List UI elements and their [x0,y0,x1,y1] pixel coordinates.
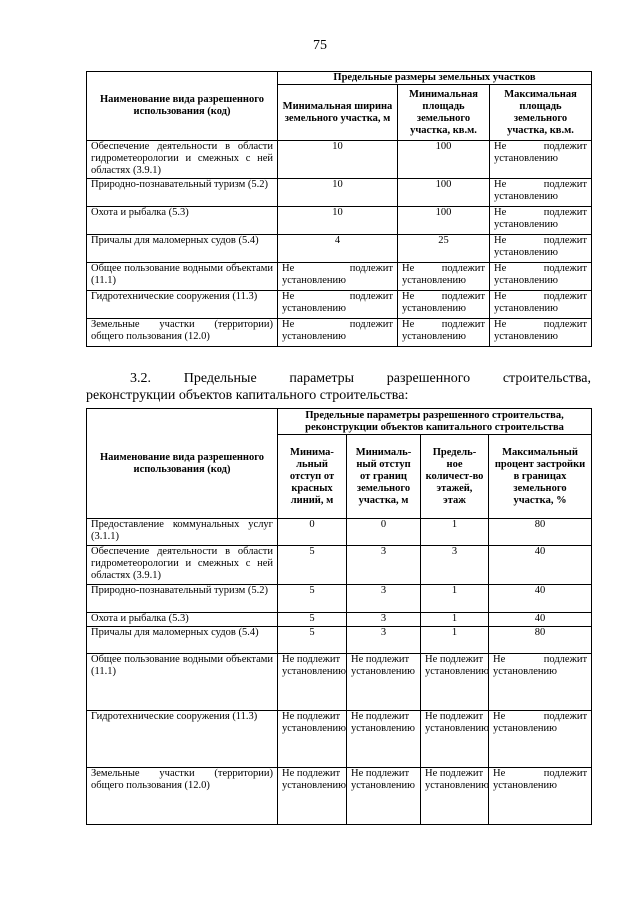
cell-min-width: Не подлежит установлению [278,263,398,291]
cell-max-area: Не подлежит установлению [490,141,592,179]
table-row [87,291,592,319]
cell-setback-red: 5 [278,627,347,654]
cell-setback-border: 3 [347,585,421,613]
column-header-max-floors: Предель-ное количест-во этажей, этаж [421,435,489,519]
column-header-min-setback-red-lines: Минима-льный отступ от красных линий, м [278,435,347,519]
table-row [87,141,592,179]
table-row [87,613,592,627]
cell-max-area: Не подлежит установлению [490,207,592,235]
cell-min-area: 100 [398,207,490,235]
cell-setback-border: 3 [347,613,421,627]
section-word: параметры [289,371,355,386]
cell-floors: 1 [421,519,489,546]
cell-min-width: 4 [278,235,398,263]
cell-coverage: 40 [489,613,592,627]
column-header-max-area: Максимальная площадь земельного участка, кв.м. [490,85,592,141]
cell-setback-border: Не подлежит установлению [347,654,421,711]
group-header-construction-params: Предельные параметры разрешенного строительства, реконструкции объектов капитального строительства [278,409,592,435]
table-row [87,585,592,613]
row-name: Общее пользование водными объектами (11.1) [87,654,278,711]
row-name: Природно-познавательный туризм (5.2) [87,179,278,207]
cell-floors: Не подлежит установлению [421,768,489,825]
table-row [87,768,592,825]
cell-min-area: Не подлежит установлению [398,319,490,347]
row-name: Охота и рыбалка (5.3) [87,207,278,235]
table-row [87,263,592,291]
cell-setback-red: 0 [278,519,347,546]
table-row [87,235,592,263]
table-row [87,627,592,654]
column-header-min-setback-plot-borders: Минималь-ный отступ от границ земельного участка, м [347,435,421,519]
cell-setback-red: Не подлежит установлению [278,654,347,711]
table-row [87,319,592,347]
cell-max-area: Не подлежит установлению [490,319,592,347]
row-name: Охота и рыбалка (5.3) [87,613,278,627]
table-row [87,179,592,207]
table-row [87,519,592,546]
cell-floors: Не подлежит установлению [421,654,489,711]
cell-coverage: 80 [489,519,592,546]
section-heading-line2: реконструкции объектов капитального строительства: [86,388,409,403]
table-row [87,654,592,711]
row-name: Причалы для маломерных судов (5.4) [87,235,278,263]
row-name: Земельные участки (территории) общего пользования (12.0) [87,768,278,825]
cell-setback-red: Не подлежит установлению [278,768,347,825]
cell-setback-red: 5 [278,585,347,613]
row-name: Земельные участки (территории) общего пользования (12.0) [87,319,278,347]
row-name: Обеспечение деятельности в области гидрометеорологии и смежных с ней областях (3.9.1) [87,141,278,179]
cell-coverage: 40 [489,546,592,585]
cell-floors: 1 [421,613,489,627]
section-word: Предельные [183,371,257,386]
cell-setback-border: 3 [347,546,421,585]
cell-min-area: 100 [398,179,490,207]
cell-setback-red: 5 [278,546,347,585]
row-name: Гидротехнические сооружения (11.3) [87,291,278,319]
group-header-plot-sizes: Предельные размеры земельных участков [278,72,592,85]
cell-min-area: 25 [398,235,490,263]
cell-floors: 1 [421,585,489,613]
cell-floors: 1 [421,627,489,654]
cell-max-area: Не подлежит установлению [490,235,592,263]
table-row [87,546,592,585]
cell-setback-border: Не подлежит установлению [347,711,421,768]
cell-setback-border: 3 [347,627,421,654]
cell-coverage: 80 [489,627,592,654]
cell-coverage: Не подлежит установлению [489,768,592,825]
cell-setback-red: Не подлежит установлению [278,711,347,768]
column-header-use-type: Наименование вида разрешенного использования (код) [87,409,278,519]
page-number: 75 [313,38,327,53]
cell-coverage: Не подлежит установлению [489,711,592,768]
cell-min-width: 10 [278,179,398,207]
table-row [87,711,592,768]
land-plot-sizes-table [86,71,592,347]
cell-min-width: 10 [278,141,398,179]
cell-min-width: Не подлежит установлению [278,291,398,319]
cell-setback-red: 5 [278,613,347,627]
column-header-use-type: Наименование вида разрешенного использования (код) [87,72,278,141]
row-name: Предоставление коммунальных услуг (3.1.1) [87,519,278,546]
cell-max-area: Не подлежит установлению [490,179,592,207]
construction-parameters-table [86,408,592,825]
row-name: Гидротехнические сооружения (11.3) [87,711,278,768]
cell-coverage: Не подлежит установлению [489,654,592,711]
table-row [87,207,592,235]
row-name: Причалы для маломерных судов (5.4) [87,627,278,654]
cell-min-area: Не подлежит установлению [398,263,490,291]
row-name: Природно-познавательный туризм (5.2) [87,585,278,613]
column-header-max-coverage: Максимальный процент застройки в границах земельного участка, % [489,435,592,519]
cell-min-area: Не подлежит установлению [398,291,490,319]
cell-floors: 3 [421,546,489,585]
row-name: Общее пользование водными объектами (11.1) [87,263,278,291]
column-header-min-width: Минимальная ширина земельного участка, м [278,85,398,141]
cell-coverage: 40 [489,585,592,613]
cell-min-width: Не подлежит установлению [278,319,398,347]
cell-min-width: 10 [278,207,398,235]
section-word: строительства, [502,371,591,386]
cell-setback-border: Не подлежит установлению [347,768,421,825]
cell-floors: Не подлежит установлению [421,711,489,768]
cell-min-area: 100 [398,141,490,179]
cell-setback-border: 0 [347,519,421,546]
cell-max-area: Не подлежит установлению [490,263,592,291]
section-heading [86,370,591,387]
section-word: разрешенного [386,371,471,386]
column-header-min-area: Минимальная площадь земельного участка, кв.м. [398,85,490,141]
section-number: 3.2. [130,371,151,386]
row-name: Обеспечение деятельности в области гидрометеорологии и смежных с ней областях (3.9.1) [87,546,278,585]
cell-max-area: Не подлежит установлению [490,291,592,319]
